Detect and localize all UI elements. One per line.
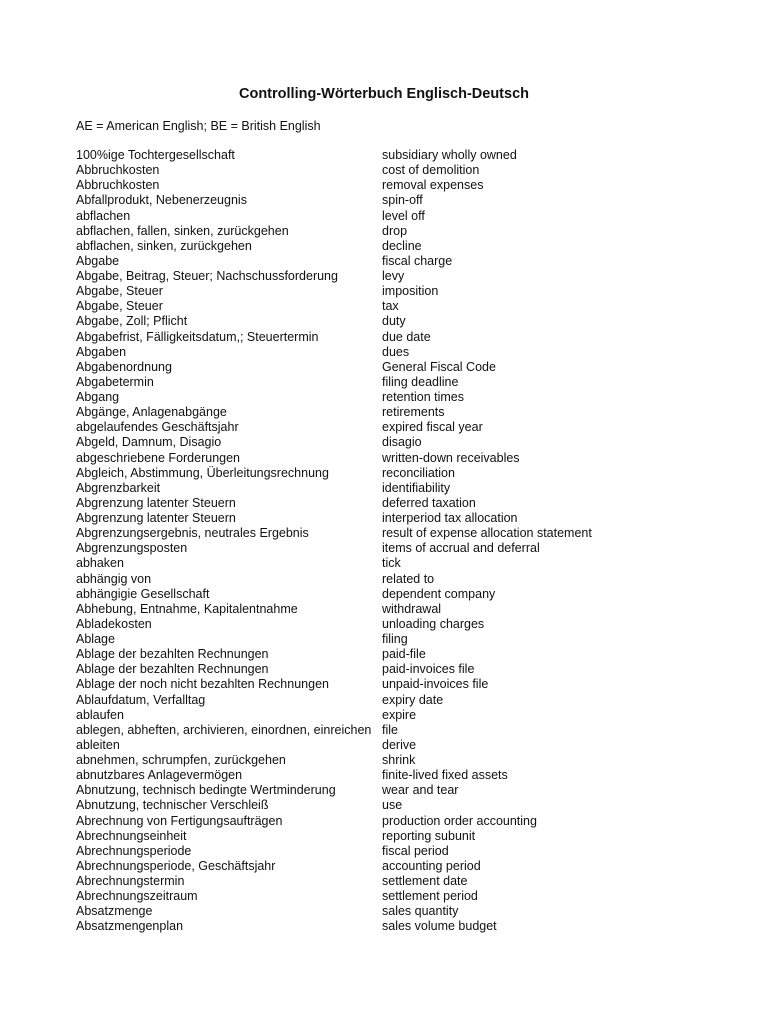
glossary-entry [76,723,716,738]
english-term: production order accounting [382,813,537,828]
german-term: abhängig von [76,571,152,586]
german-term: abgelaufendes Geschäftsjahr [76,420,239,435]
glossary-entry [76,451,716,466]
german-term: Abgleich, Abstimmung, Überleitungsrechnung [76,465,329,480]
glossary-entry [76,829,716,844]
english-term: identifiability [382,480,451,495]
glossary-entry [76,224,716,239]
english-term: levy [382,269,405,283]
english-term: expired fiscal year [382,420,483,435]
english-term: sales quantity [382,904,459,919]
german-term: Abgabefrist, Fälligkeitsdatum,; Steuertermin [76,329,319,344]
glossary-entry [76,375,716,390]
german-term: Abgrenzungsergebnis, neutrales Ergebnis [76,526,309,541]
english-term: settlement period [382,889,478,904]
english-term: use [382,798,403,813]
german-term: Abgrenzbarkeit [76,480,161,495]
glossary-entry [76,284,716,299]
german-term: abnehmen, schrumpfen, zurückgehen [76,753,286,767]
english-term: disagio [382,435,422,450]
english-term: paid-invoices file [382,662,475,677]
german-term: Abgabe [76,253,120,268]
english-term: decline [382,238,422,253]
english-term: tax [382,299,399,314]
glossary-entry [76,193,716,208]
english-term: derive [382,737,417,752]
glossary-entry [76,435,716,450]
english-term: reconciliation [382,465,455,480]
german-term: ablegen, abheften, archivieren, einordnen, einreichen [76,722,372,737]
glossary-entry [76,874,716,889]
german-term: Abgabe, Steuer [76,299,163,314]
english-term: file [382,722,398,737]
glossary-entry [76,239,716,254]
german-term: Abrechnungstermin [76,874,185,888]
german-term: Ablage [76,632,115,646]
glossary-entry [76,163,716,178]
glossary-entry [76,889,716,904]
page-title: Controlling-Wörterbuch Englisch-Deutsch [239,86,529,102]
german-term: Abrechnungsperiode [76,843,192,858]
english-term: fiscal charge [382,253,453,268]
english-term: related to [382,571,435,586]
german-term: Ablage der noch nicht bezahlten Rechnungen [76,677,329,692]
german-term: Abgrenzung latenter Steuern [76,495,236,510]
german-term: Abrechnung von Fertigungsaufträgen [76,813,283,828]
glossary-entry [76,148,716,163]
glossary-entry [76,753,716,768]
german-term: Abgrenzung latenter Steuern [76,511,236,525]
glossary-entry [76,617,716,632]
glossary-entry [76,738,716,753]
glossary-entry [76,859,716,874]
english-term: expire [382,707,417,722]
german-term: Abgaben [76,344,127,359]
german-term: abflachen, sinken, zurückgehen [76,238,252,253]
german-term: abhaken [76,556,124,571]
glossary-entry [76,466,716,481]
glossary-entry [76,708,716,723]
english-term: paid-file [382,647,426,662]
german-term: Absatzmenge [76,904,153,919]
english-term: subsidiary wholly owned [382,148,517,162]
glossary-entry [76,677,716,692]
german-term: abnutzbares Anlagevermögen [76,768,243,783]
english-term: retention times [382,390,464,404]
german-term: Abhebung, Entnahme, Kapitalentnahme [76,601,298,616]
glossary-entry [76,330,716,345]
english-term: unloading charges [382,616,485,631]
english-term: unpaid-invoices file [382,677,489,692]
glossary-entry [76,693,716,708]
english-term: filing [382,632,408,646]
english-term: shrink [382,753,416,767]
german-term: Absatzmengenplan [76,919,184,934]
glossary-entry [76,919,716,934]
german-term: abgeschriebene Forderungen [76,450,241,465]
german-term: Abrechnungszeitraum [76,889,198,904]
english-term: drop [382,223,408,238]
german-term: Abgänge, Anlagenabgänge [76,405,227,420]
english-term: interperiod tax allocation [382,511,518,525]
german-term: Ablage der bezahlten Rechnungen [76,647,269,662]
english-term: items of accrual and deferral [382,541,540,556]
glossary-entry [76,526,716,541]
german-term: abflachen, fallen, sinken, zurückgehen [76,223,289,238]
glossary-entry [76,345,716,360]
english-term: expiry date [382,692,444,707]
glossary-entry [76,420,716,435]
english-term: wear and tear [382,783,459,798]
german-term: Abgeld, Damnum, Disagio [76,435,222,450]
english-term: imposition [382,284,439,299]
glossary-entry [76,587,716,602]
english-term: cost of demolition [382,163,480,178]
glossary-entry [76,556,716,571]
glossary-entry [76,798,716,813]
glossary-entry [76,768,716,783]
glossary-entry [76,511,716,526]
english-term: retirements [382,405,445,420]
glossary-entry [76,178,716,193]
glossary-entry [76,254,716,269]
german-term: Abrechnungsperiode, Geschäftsjahr [76,858,276,873]
english-term: fiscal period [382,843,449,858]
glossary-entry [76,572,716,587]
glossary-entry [76,209,716,224]
glossary-entry [76,844,716,859]
glossary-entry [76,390,716,405]
german-term: Abladekosten [76,616,152,631]
english-term: withdrawal [382,601,442,616]
english-term: due date [382,329,431,344]
german-term: ablaufen [76,707,124,722]
german-term: Abgang [76,390,120,404]
english-term: settlement date [382,874,468,888]
english-term: result of expense allocation statement [382,526,592,541]
glossary-entry [76,632,716,647]
english-term: spin-off [382,193,423,208]
german-term: Abgabe, Beitrag, Steuer; Nachschussforderung [76,269,338,283]
glossary-entry [76,314,716,329]
glossary-entry [76,783,716,798]
english-term: deferred taxation [382,495,476,510]
german-term: Ablaufdatum, Verfalltag [76,692,206,707]
glossary-entry [76,299,716,314]
german-term: Abnutzung, technischer Verschleiß [76,798,269,813]
glossary-entry [76,541,716,556]
english-term: finite-lived fixed assets [382,768,508,783]
german-term: Abfallprodukt, Nebenerzeugnis [76,193,247,208]
abbreviation-note: AE = American English; BE = British English [76,119,321,133]
german-term: Abgabe, Zoll; Pflicht [76,314,188,329]
german-term: Abbruchkosten [76,178,160,193]
glossary-entry [76,405,716,420]
english-term: level off [382,208,425,223]
english-term: sales volume budget [382,919,497,934]
english-term: General Fiscal Code [382,359,496,374]
german-term: Abgabe, Steuer [76,284,163,299]
german-term: abhängigie Gesellschaft [76,586,210,601]
glossary-entry [76,814,716,829]
german-term: 100%ige Tochtergesellschaft [76,148,235,162]
german-term: abflachen [76,208,131,223]
german-term: Abrechnungseinheit [76,828,187,843]
english-term: dues [382,344,410,359]
glossary-entry [76,360,716,375]
german-term: Ablage der bezahlten Rechnungen [76,662,269,677]
german-term: Abgabetermin [76,374,154,389]
english-term: reporting subunit [382,828,476,843]
english-term: dependent company [382,586,496,601]
glossary-entry [76,662,716,677]
glossary-entry [76,481,716,496]
english-term: removal expenses [382,178,484,193]
glossary-list [76,148,716,935]
english-term: filing deadline [382,374,459,389]
glossary-entry [76,647,716,662]
english-term: accounting period [382,858,481,873]
german-term: Abbruchkosten [76,163,160,178]
german-term: Abgabenordnung [76,359,172,374]
english-term: tick [382,556,401,571]
glossary-entry [76,496,716,511]
glossary-entry [76,904,716,919]
english-term: written-down receivables [382,450,520,465]
german-term: Abnutzung, technisch bedingte Wertminderung [76,783,336,798]
german-term: ableiten [76,737,120,752]
german-term: Abgrenzungsposten [76,541,188,556]
glossary-entry [76,602,716,617]
glossary-entry [76,269,716,284]
english-term: duty [382,314,406,329]
